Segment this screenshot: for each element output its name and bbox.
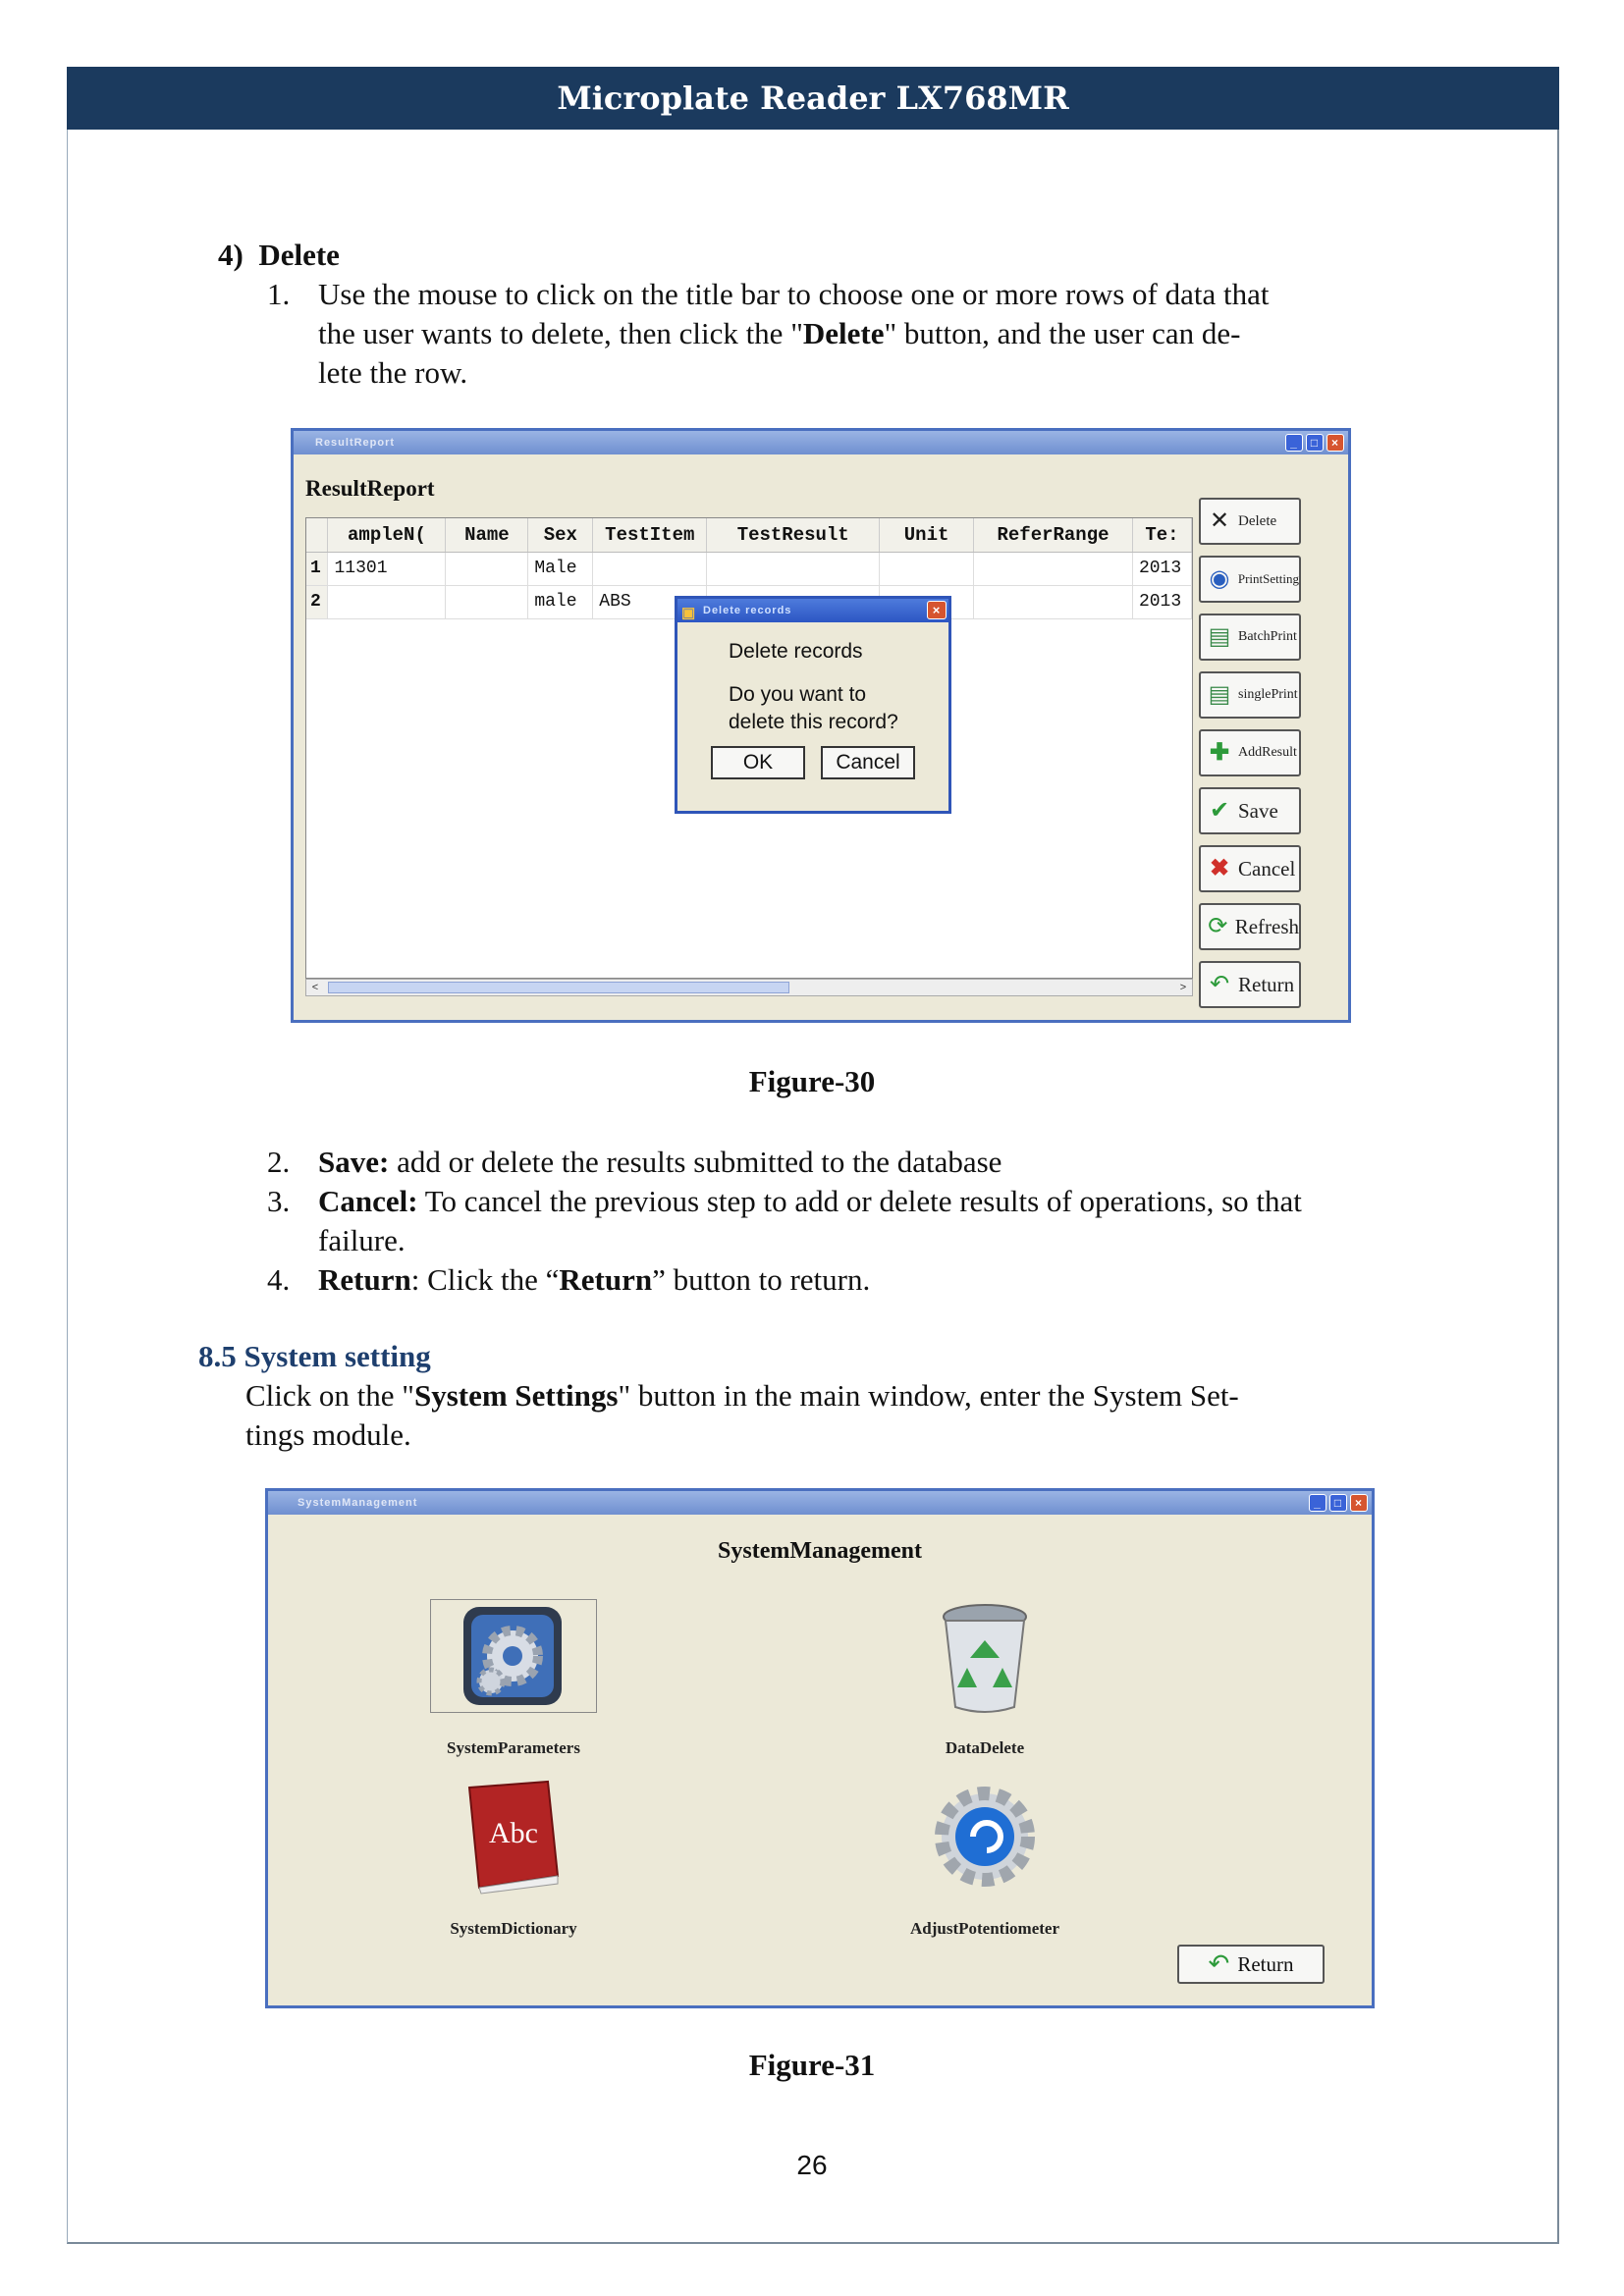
- figure-caption: Figure-31: [748, 2048, 876, 2082]
- system-dictionary-button[interactable]: [386, 1778, 641, 1900]
- adjust-potentiometer-button[interactable]: [857, 1778, 1112, 1900]
- refresh-button[interactable]: ⟳ Refresh: [1199, 903, 1301, 950]
- system-dictionary-label: SystemDictionary: [450, 1919, 577, 1938]
- settings-icon: ◉: [1209, 566, 1230, 592]
- figure-caption: Figure-30: [748, 1064, 876, 1098]
- gear-refresh-icon: [926, 1778, 1044, 1896]
- close-icon[interactable]: ×: [1326, 434, 1344, 452]
- dialog-heading: Delete records: [729, 640, 863, 663]
- column-header: Name: [446, 518, 528, 552]
- plus-icon: ✚: [1209, 740, 1230, 766]
- scroll-thumb[interactable]: [328, 982, 789, 993]
- delete-records-dialog: [675, 596, 951, 814]
- paragraph-line: failure.: [318, 1223, 406, 1257]
- system-parameters-button[interactable]: [386, 1599, 641, 1718]
- return-button[interactable]: ↶ Return: [1177, 1945, 1325, 1984]
- data-delete-button[interactable]: [857, 1599, 1112, 1722]
- cancel-icon: ✖: [1209, 856, 1230, 881]
- table-row[interactable]: 1 11301 Male 2013: [306, 552, 1192, 585]
- dialog-question: Do you want to: [729, 683, 867, 706]
- checkmark-icon: ✔: [1209, 798, 1230, 824]
- list-number: 3.: [267, 1184, 291, 1218]
- paragraph-line: lete the row.: [318, 355, 468, 390]
- print-setting-button[interactable]: ◉ PrintSetting: [1199, 556, 1301, 603]
- window-titlebar: ResultReport _ □ ×: [294, 431, 1348, 454]
- save-button[interactable]: ✔ Save: [1199, 787, 1301, 834]
- list-number: 2.: [267, 1145, 291, 1179]
- delete-button[interactable]: ✕ Delete: [1199, 498, 1301, 545]
- paragraph-line: tings module.: [245, 1417, 411, 1452]
- result-report-window: [291, 428, 1351, 1023]
- column-header: ReferRange: [974, 518, 1133, 552]
- batch-print-button[interactable]: ▤ BatchPrint: [1199, 614, 1301, 661]
- cancel-button[interactable]: ✖ Cancel: [1199, 845, 1301, 892]
- list-item-cancel: Cancel: To cancel the previous step to add or delete results of operations, so that: [318, 1184, 1302, 1218]
- gear-icon: [430, 1599, 597, 1713]
- maximize-icon[interactable]: □: [1306, 434, 1324, 452]
- column-header: Sex: [528, 518, 593, 552]
- column-header: Te:: [1132, 518, 1191, 552]
- data-delete-label: DataDelete: [945, 1738, 1025, 1757]
- app-icon: ▣: [681, 605, 697, 621]
- adjust-potentiometer-label: AdjustPotentiometer: [909, 1919, 1059, 1938]
- recycle-bin-icon: [926, 1599, 1044, 1717]
- add-result-button[interactable]: ✚ AddResult: [1199, 729, 1301, 776]
- system-management-heading: SystemManagement: [718, 1538, 922, 1564]
- system-parameters-label: SystemParameters: [447, 1738, 580, 1757]
- return-button[interactable]: ↶ Return: [1199, 961, 1301, 1008]
- list-number: 4.: [267, 1262, 291, 1297]
- column-header: TestResult: [707, 518, 880, 552]
- svg-text:Abc: Abc: [489, 1817, 538, 1849]
- list-item-return: Return: Click the “Return” button to return.: [318, 1262, 871, 1297]
- system-management-window: [265, 1488, 1375, 2008]
- section-heading-system-setting: 8.5 System setting: [198, 1339, 431, 1373]
- close-icon[interactable]: ×: [927, 601, 947, 619]
- section-heading-delete: 4) Delete: [218, 238, 340, 272]
- window-titlebar: SystemManagement _ □ ×: [268, 1491, 1372, 1515]
- report-heading: ResultReport: [305, 476, 435, 501]
- ok-button[interactable]: OK: [711, 746, 805, 779]
- scroll-left-icon[interactable]: <: [311, 982, 319, 993]
- list-item-save: Save: add or delete the results submitted to the database: [318, 1145, 1002, 1179]
- corner-cell: [306, 518, 328, 552]
- x-icon: ✕: [1209, 508, 1230, 534]
- minimize-icon[interactable]: _: [1309, 1494, 1326, 1512]
- cancel-button[interactable]: Cancel: [821, 746, 915, 779]
- table-row[interactable]: 2 male ABS 2013: [306, 585, 1192, 618]
- scroll-right-icon[interactable]: >: [1179, 982, 1187, 993]
- minimize-icon[interactable]: _: [1285, 434, 1303, 452]
- printer-icon: ▤: [1208, 624, 1231, 650]
- book-icon: [460, 1778, 568, 1896]
- return-arrow-icon: ↶: [1209, 972, 1230, 997]
- maximize-icon[interactable]: □: [1329, 1494, 1347, 1512]
- list-number: 1.: [267, 277, 291, 311]
- horizontal-scrollbar[interactable]: [305, 979, 1193, 996]
- dialog-titlebar: ▣ Delete records ×: [677, 599, 948, 622]
- single-print-button[interactable]: ▤ singlePrint: [1199, 671, 1301, 719]
- document-header: Microplate Reader LX768MR: [67, 67, 1559, 130]
- column-header: ampleN(: [328, 518, 446, 552]
- column-header: TestItem: [593, 518, 707, 552]
- refresh-icon: ⟳: [1208, 914, 1228, 939]
- grid-header-row: [306, 518, 1192, 552]
- column-header: Unit: [880, 518, 974, 552]
- paragraph-line: Use the mouse to click on the title bar to choose one or more rows of data that: [318, 277, 1270, 311]
- paragraph-line: the user wants to delete, then click the "Delete" button, and the user can de-: [318, 316, 1241, 350]
- return-arrow-icon: ↶: [1208, 1949, 1230, 1978]
- page-number: 26: [796, 2150, 828, 2180]
- paragraph-line: Click on the "System Settings" button in the main window, enter the System Set-: [245, 1378, 1239, 1413]
- printer-icon: ▤: [1208, 682, 1231, 708]
- dialog-question: delete this record?: [729, 711, 898, 733]
- close-icon[interactable]: ×: [1350, 1494, 1368, 1512]
